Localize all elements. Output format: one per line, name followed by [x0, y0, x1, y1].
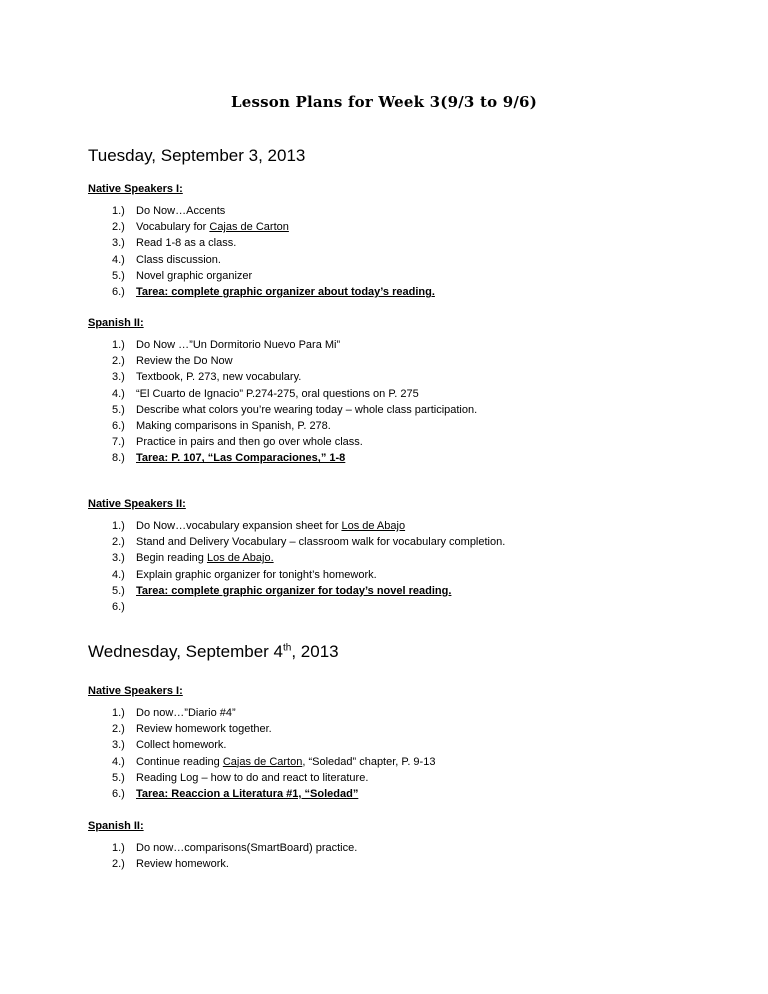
novel-title: Los de Abajo. — [206, 552, 274, 565]
section-heading-native-speakers-1: Native Speakers I: — [88, 685, 183, 697]
section-heading-spanish-2: Spanish II: — [88, 317, 144, 329]
novel-title: Los de Abajo — [341, 520, 406, 532]
section-heading-native-speakers-1: Native Speakers I: — [88, 183, 183, 195]
day-heading-wednesday: Wednesday, September 4th, 2013 — [88, 642, 339, 661]
section-heading-spanish-2: Spanish II: — [88, 820, 144, 832]
novel-title: Cajas de Carton — [222, 755, 303, 768]
document-title: Lesson Plans for Week 3(9/3 to 9/6) — [230, 93, 537, 111]
section-heading-native-speakers-2: Native Speakers II: — [88, 498, 186, 510]
novel-title: Cajas de Carton — [209, 221, 289, 234]
document-page: Lesson Plans for Week 3(9/3 to 9/6) Tuesday, September 3, 2013 Native Speakers I: 1.) Do Now…Accents 2.) Vocabulary for Cajas de Carton 3.) Read 1-8 as a class. 4.) Class discussion. 5.) Novel graphic organizer 6.) Tarea: complete graphic organizer about today’s reading. Spanish II: 1.) Do Now …”Un Dormitorio Nuevo Para Mi” 2.) Review the Do Now 3.) Textbook, P. 273, new vocabulary. 4.) “El Cuarto de Ignacio” P.274-275, oral questions on P. 275 5.) Describe what colors you’re wearing today – whole class participation. 6.) Making comparisons in Spanish, P. 278. 7.) Practice in pairs and then go over whole class. 8.) Tarea: P. 107, “Las Comparaciones,” 1-8 Native Speakers II: 1.) Do Now…vocabulary expansion sheet for Los de Abajo 2.) Stand and Delivery Vocabulary – classroom walk for vocabulary completion. 3.) Begin reading Los de Abajo. 4.) Explain graphic organizer for tonight’s homework. 5.) Tarea: complete graphic organizer for today’s novel reading. 6.) Wednesday, September 4th, 2013 Native Speakers I: 1.) Do now…”Diario #4” 2.) Review homework together. 3.) Collect homework. 4.) Continue reading Cajas de Carton, “Soledad” chapter, P. 9-13 5.) Reading Log – how to do and react to literature. 6.) Tarea: Reaccion a Literatura #1, “Soledad” Spanish II: 1.) Do now…comparisons(SmartBoard) practice. 2.) Review homework. — [0, 0, 768, 994]
day-heading-tuesday: Tuesday, September 3, 2013 — [88, 146, 306, 165]
